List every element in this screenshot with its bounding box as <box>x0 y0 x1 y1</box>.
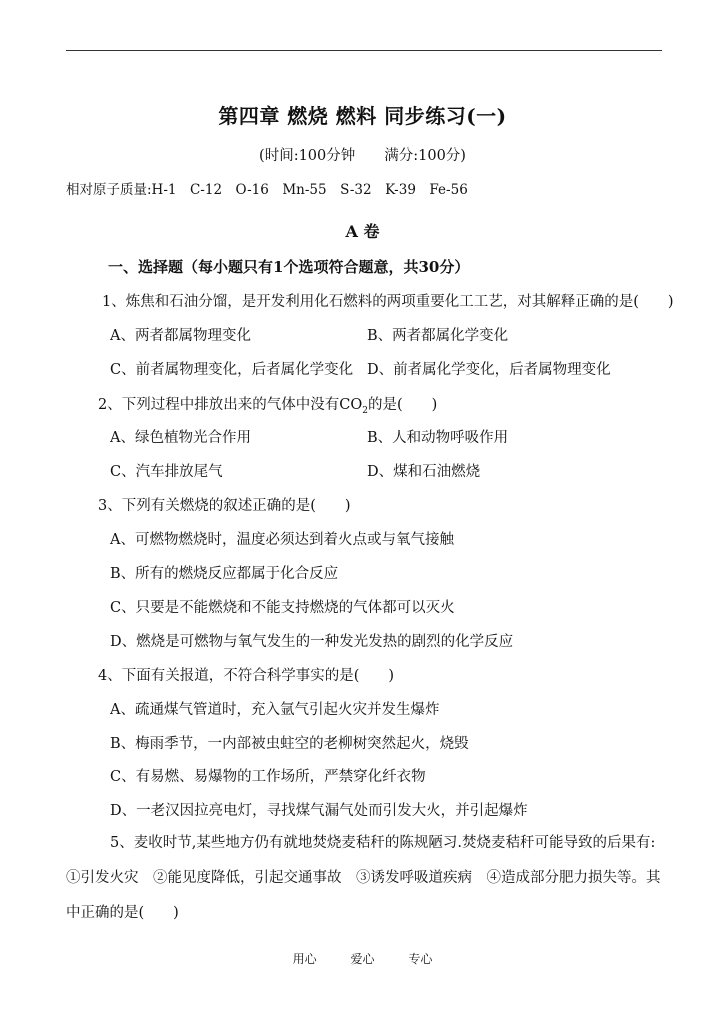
question-5-text <box>66 826 666 931</box>
question-3-option-b: B、所有的燃烧反应都属于化合反应 <box>110 566 339 582</box>
section-label: A 卷 <box>345 222 380 241</box>
question-3-option-a: A、可燃物燃烧时，温度必须达到着火点或与氧气接触 <box>110 532 454 548</box>
header-rule <box>66 50 662 51</box>
question-2-option-a: A、绿色植物光合作用 <box>110 430 251 446</box>
question-1-option-c: C、前者属物理变化，后者属化学变化 <box>110 362 354 378</box>
subscript-2: 2 <box>362 405 368 416</box>
question-1-option-b: B、两者都属化学变化 <box>367 328 509 344</box>
question-4-option-d: D、一老汉因拉亮电灯，寻找煤气漏气处而引发大火，并引起爆炸 <box>110 803 528 819</box>
page-title: 第四章 燃烧 燃料 同步练习(一) <box>218 104 507 128</box>
question-2-option-b: B、人和动物呼吸作用 <box>367 430 509 446</box>
question-1-stem: 1、炼焦和石油分馏，是开发利用化石燃料的两项重要化工工艺，对其解释正确的是( ) <box>102 294 674 310</box>
footer-item-1: 用心 <box>292 952 317 966</box>
question-5-body: 5、麦收时节,某些地方仍有就地焚烧麦秸秆的陈规陋习.焚烧麦秸秆可能导致的后果有: ①引发火灾 ②能见度降低，引起交通事故 ③诱发呼吸道疾病 ④造成部分肥力损失等。其中正确的是( ) <box>66 835 661 921</box>
footer-item-2: 爱心 <box>350 952 375 966</box>
time-score-info: (时间:100分钟 满分:100分) <box>259 148 466 164</box>
question-2-stem: 2、下列过程中排放出来的气体中没有$CO_2$的是( ) <box>98 397 438 416</box>
question-2-option-c: C、汽车排放尾气 <box>110 464 223 480</box>
question-4-option-a: A、疏通煤气管道时，充入氩气引起火灾并发生爆炸 <box>110 702 440 718</box>
question-3-stem: 3、下列有关燃烧的叙述正确的是( ) <box>98 498 351 514</box>
question-1-option-a: A、两者都属物理变化 <box>110 328 251 344</box>
question-1-option-d: D、前者属化学变化，后者属物理变化 <box>367 362 611 378</box>
atomic-masses: 相对原子质量:H-1 C-12 O-16 Mn-55 S-32 K-39 Fe-56 <box>66 182 468 198</box>
question-3-option-d: D、燃烧是可燃物与氧气发生的一种发光发热的剧烈的化学反应 <box>110 634 514 650</box>
question-4-option-c: C、有易燃、易爆物的工作场所，严禁穿化纤衣物 <box>110 769 426 785</box>
page-footer <box>0 950 725 967</box>
question-4-option-b: B、梅雨季节，一内部被虫蛀空的老柳树突然起火，烧毁 <box>110 736 469 752</box>
part-title: 一、选择题（每小题只有1个选项符合题意，共30分） <box>108 258 470 276</box>
footer-item-3: 专心 <box>408 952 433 966</box>
question-3-option-c: C、只要是不能燃烧和不能支持燃烧的气体都可以灭火 <box>110 600 455 616</box>
question-2-option-d: D、煤和石油燃烧 <box>367 464 481 480</box>
question-4-stem: 4、下面有关报道，不符合科学事实的是( ) <box>98 668 395 684</box>
